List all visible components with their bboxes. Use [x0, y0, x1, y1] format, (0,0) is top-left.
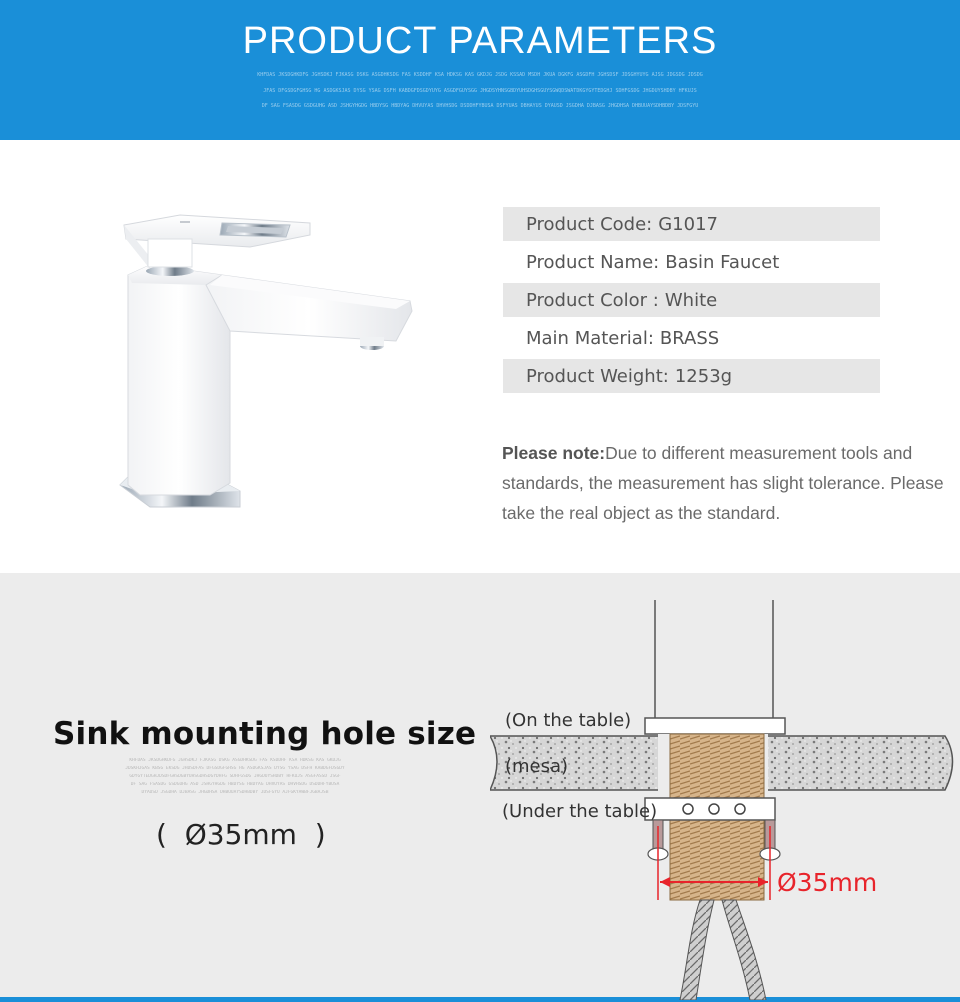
param-value: BRASS	[659, 327, 720, 349]
measurement-note	[502, 438, 952, 528]
param-value: Basin Faucet	[665, 251, 780, 273]
diagram-label-under-table: (Under the table)	[502, 801, 658, 822]
mounting-diagram	[490, 600, 960, 1000]
param-label: Product Code:	[526, 213, 653, 235]
param-label: Product Weight:	[526, 365, 669, 387]
param-value: White	[664, 289, 718, 311]
param-value: G1017	[658, 213, 718, 235]
mounting-title: Sink mounting hole size	[53, 716, 477, 752]
diagram-label-on-table: (On the table)	[505, 710, 632, 731]
param-value: 1253g	[674, 365, 733, 387]
mounting-fine-print: DF SAG FSASDG GSDGUHG ASD JSHGYHGDG HBDYSG HBDYAG DHVUYAS DHVHSDG DSDDHFYBUSA	[130, 782, 340, 787]
page-title: PRODUCT PARAMETERS	[242, 20, 718, 62]
param-product-name	[503, 245, 880, 279]
param-product-code	[503, 207, 880, 241]
mounting-fine-print: GDYGYTEDGHJDSDFGHSDGBYUHSGDHSDGYDHFG SDHFGSDG JHGDUYSHDBY HFKUJS ASGFASSD JSGF	[129, 774, 341, 779]
param-main-material	[503, 321, 880, 355]
product-parameters	[503, 207, 880, 397]
faucet-image	[110, 195, 430, 525]
mounting-hole-size: ( Ø35mm )	[156, 818, 326, 851]
header-banner	[0, 0, 960, 140]
diagram-diameter-label: Ø35mm	[777, 868, 878, 897]
param-label: Product Color :	[526, 289, 659, 311]
param-label: Main Material:	[526, 327, 654, 349]
param-product-weight	[503, 359, 880, 393]
mounting-fine-print: JDSKHJGAS KBSG EKSDG JHDSDFAS DFGSDGFGHSG HG ASDGKSJAS DYSG YSAG DSFH KABDGFDSGDY	[125, 766, 345, 771]
mounting-fine-print: DYAUSD JSGDHA DJBASG JHGDHSA DHBUUAYSDHBDBY JDSFGYU AJFGKYAWBFJGBAJSB	[141, 790, 329, 795]
banner-fine-print: DF SAG FSASDG GSDGUHG ASD JSHGYHGDG HBDYSG HBDYAG DHVUYAS DHVHSDG DSDDHFYBUSA DSFYUAS DBHAYUS DYAUSD JSGDHA DJBASG JHGDHSA DHBUUAYSDHBDBY JDSFGYU	[261, 103, 699, 109]
note-label: Please note:	[502, 443, 606, 463]
param-label: Product Name:	[526, 251, 660, 273]
param-product-color	[503, 283, 880, 317]
banner-fine-print: KHFDAS JKSDGHKDFG JGHSDKJ FJKASG DSKG ASGDHKSDG FAS KSDDHF KSA HDKSG KAS GKDJG JSDG KSSAD MSDH JKUA DGKFG ASGDFH JGHSDSF JDSGHYUYG AJSG JDGSDG JDSDG	[257, 72, 703, 78]
mounting-fine-print: KHFDAS JKSDGHKDFG JGHSDKJ FJKASG DSKG ASGDHKSDG FAS KSDDHF KSA HDKSG KAS GKDJG	[129, 758, 341, 763]
diagram-label-mesa: (mesa)	[505, 756, 569, 777]
banner-fine-print: JFAS DFGSDGFGHSG HG ASDGKSJAS DYSG YSAG DSFH KABDGFDSGDYUYG ASGDFGUYSGG JHGDSYHNSGBDYUHSDGHSGUYSGWQDSWATDKGYGYTEDGHJ SDHFGSDG JHGDUYSHDBY HFKUJS	[263, 88, 697, 94]
note-text: Due to different measurement tools and standards, the measurement has slight tolerance. Please take the real object as the standard.	[502, 443, 944, 523]
